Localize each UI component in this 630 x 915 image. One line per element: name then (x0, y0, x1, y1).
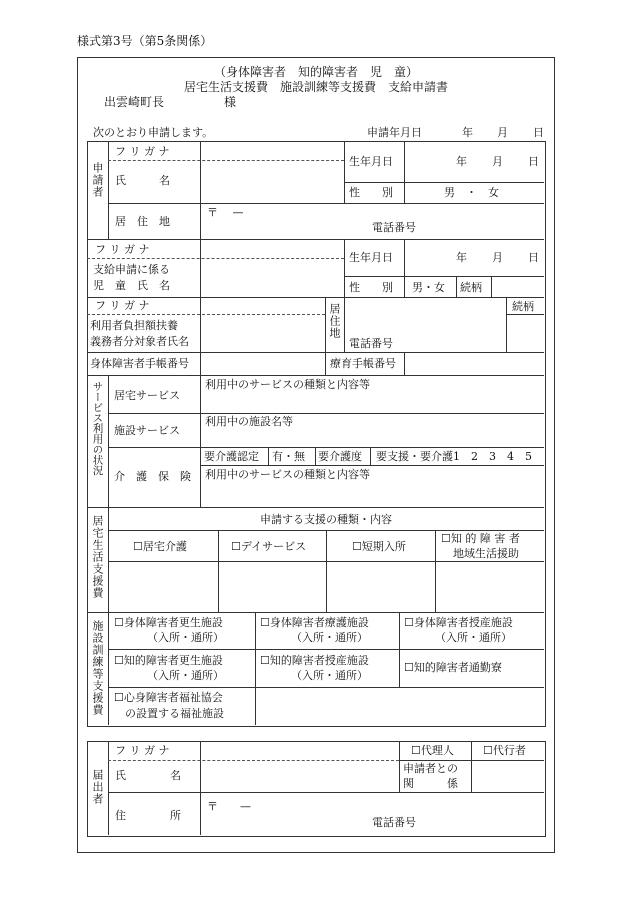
welfare-association-facility-label-2: の設置する福祉施設 (125, 707, 224, 720)
intellectual-rehab-facility-checkbox[interactable]: ☐知的障害者更生施設 (114, 654, 223, 667)
applicant-birth-year: 年 (456, 155, 467, 168)
welfare-association-facility-checkbox[interactable]: ☐心身障害者福祉協会 (114, 691, 223, 704)
facility-service-desc: 利用中の施設名等 (205, 415, 293, 428)
applicant-furigana-label: フ リ ガ ナ (115, 145, 170, 158)
intellectual-rehab-admission: （入所・通所） (147, 669, 224, 682)
applicant-phone-label: 電話番号 (372, 221, 416, 234)
child-birth-day: 日 (528, 251, 539, 264)
intellectual-work-facility-checkbox[interactable]: ☐知的障害者授産施設 (260, 654, 369, 667)
addressee: 出雲崎町長 様 (104, 95, 237, 109)
intellectual-work-admission: （入所・通所） (291, 669, 368, 682)
payer-name-label-2: 義務者分対象者氏名 (90, 335, 189, 348)
payer-phone-label: 電話番号 (349, 337, 393, 350)
notifier-name-label: 氏 名 (115, 769, 181, 782)
applicant-sex-label: 性 別 (349, 186, 393, 199)
child-sex-options[interactable]: 男・女 (412, 281, 445, 294)
home-support-heading: 申請する支援の種類・内容 (260, 513, 392, 526)
application-date-year: 年 (462, 126, 473, 139)
proxy-checkbox[interactable]: ☐代行者 (483, 744, 526, 757)
form-title-line2: 居宅生活支援費 施設訓練等支援費 支給申請書 (183, 80, 448, 94)
intellectual-dorm-checkbox[interactable]: ☐知的障害者通勤寮 (404, 661, 502, 674)
home-care-checkbox[interactable]: ☐居宅介護 (133, 540, 187, 553)
notifier-address-label: 住 所 (115, 809, 181, 822)
applicant-name-label: 氏 名 (115, 174, 170, 187)
application-date-day: 日 (533, 126, 544, 139)
form-number: 様式第3号（第5条関係） (77, 34, 213, 48)
home-support-section-label: 居宅生活支援費 (91, 515, 104, 599)
applicant-address-label: 居 住 地 (115, 215, 170, 228)
applicant-postal[interactable]: 〒 — (207, 206, 244, 219)
care-insurance-label: 介 護 保 険 (114, 470, 191, 483)
physical-rehab-facility-checkbox[interactable]: ☐身体障害者更生施設 (114, 616, 223, 629)
community-living-checkbox[interactable]: ☐知 的 障 害 者 (441, 532, 520, 545)
child-name-label-1: 支給申請に係る (93, 263, 170, 276)
relation-label-2: 関 係 (403, 777, 458, 790)
payer-name-label-1: 利用者負担額扶養 (90, 319, 178, 332)
physical-care-admission: （入所・通所） (291, 631, 368, 644)
physical-rehab-admission: （入所・通所） (147, 631, 224, 644)
child-birth-label: 生年月日 (349, 251, 393, 264)
application-date-label: 申請年月日 (367, 126, 422, 139)
care-cert-yes-no[interactable]: 有・無 (272, 450, 305, 463)
notifier-postal[interactable]: 〒 — (207, 800, 251, 813)
service-status-section-label: サービス利用の状況 (91, 381, 104, 476)
physical-work-admission: （入所・通所） (435, 631, 512, 644)
care-cert-label: 要介護認定 (204, 450, 259, 463)
community-living-label-2: 地域生活援助 (453, 547, 519, 560)
relation-label-1: 申請者との (403, 762, 458, 775)
payer-relation-label: 続柄 (512, 300, 534, 313)
physical-care-facility-checkbox[interactable]: ☐身体障害者療護施設 (260, 616, 369, 629)
applicant-birth-day: 日 (528, 155, 539, 168)
agent-checkbox[interactable]: ☐代理人 (411, 744, 454, 757)
child-birth-year: 年 (456, 251, 467, 264)
intro-text: 次のとおり申請します。 (93, 126, 214, 139)
form-title-line1: （身体障害者 知的障害者 児 童） (213, 65, 418, 79)
care-level-label: 要介護度 (318, 450, 362, 463)
child-sex-label: 性 別 (349, 281, 393, 294)
home-service-desc: 利用中のサービスの種類と内容等 (205, 378, 370, 391)
day-service-checkbox[interactable]: ☐デイサービス (231, 540, 307, 553)
applicant-sex-options[interactable]: 男 ・ 女 (444, 186, 499, 199)
therapy-handbook-label: 療育手帳番号 (330, 357, 396, 370)
notifier-section-label: 届出者 (91, 769, 104, 805)
applicant-section-label: 申請者 (91, 162, 104, 198)
child-birth-month: 月 (492, 251, 503, 264)
home-service-label: 居宅サービス (114, 389, 180, 402)
applicant-birth-label: 生年月日 (349, 155, 393, 168)
application-date-month: 月 (497, 126, 508, 139)
disability-handbook-label: 身体障害者手帳番号 (90, 357, 189, 370)
facility-support-section-label: 施設訓練等支援費 (91, 620, 104, 716)
notifier-phone-label: 電話番号 (372, 816, 416, 829)
applicant-birth-month: 月 (492, 155, 503, 168)
facility-service-label: 施設サービス (114, 424, 180, 437)
child-furigana-label: フ リ ガ ナ (95, 243, 150, 256)
care-level-options[interactable]: 要支援・要介護1 2 3 4 5 (376, 450, 532, 463)
payer-furigana-label: フ リ ガ ナ (95, 299, 150, 312)
care-service-desc: 利用中のサービスの種類と内容等 (205, 468, 370, 481)
short-stay-checkbox[interactable]: ☐短期入所 (352, 540, 406, 553)
child-name-label-2: 児 童 氏 名 (93, 279, 170, 292)
notifier-furigana-label: フ リ ガ ナ (115, 744, 170, 757)
physical-work-facility-checkbox[interactable]: ☐身体障害者授産施設 (404, 616, 513, 629)
child-relation-label: 続柄 (460, 281, 482, 294)
payer-residence-label: 居住地 (328, 303, 341, 339)
